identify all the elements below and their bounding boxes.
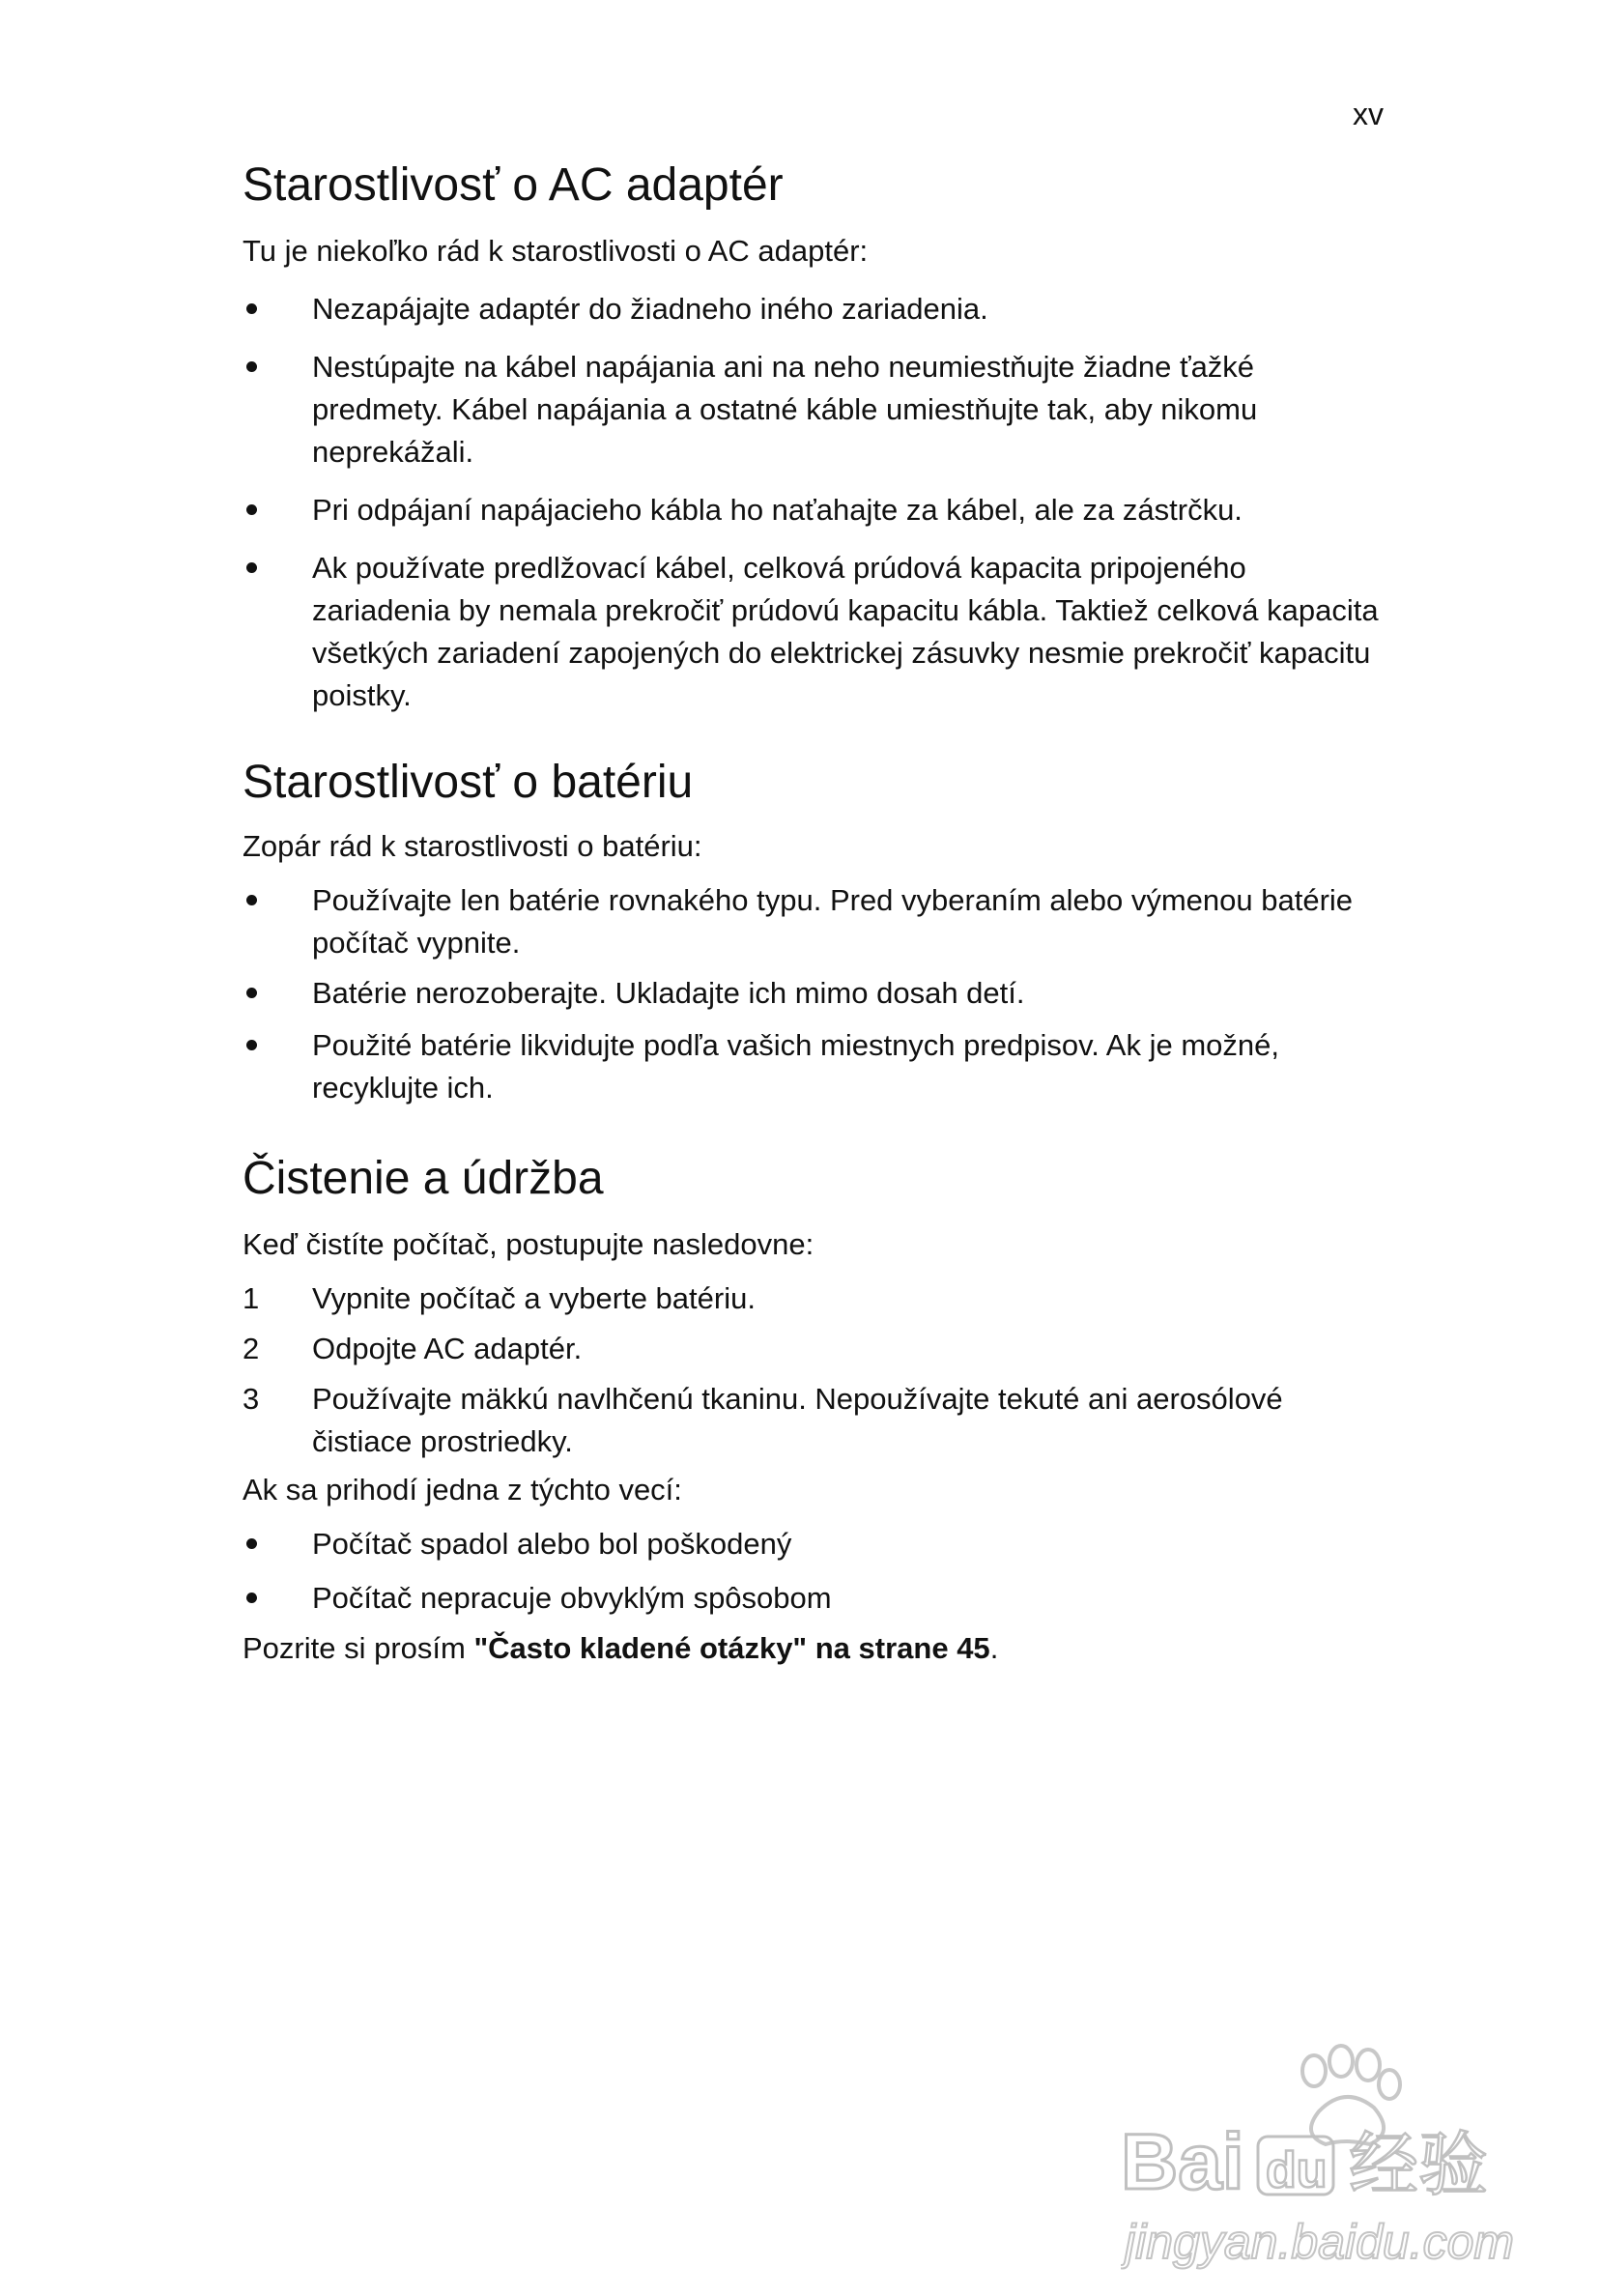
list-item: Ak používate predlžovací kábel, celková prúdová kapacita pripojeného zariadenia by nemala prekročiť prúdovú kapacitu kábla. Taktiež celková kapacita všetkých zariadení zapojených do elektrickej zásuvky nesmie prekročiť kapacitu poistky. <box>243 547 1383 717</box>
list-item: Nestúpajte na kábel napájania ani na neho neumiestňujte žiadne ťažké predmety. Kábel napájania a ostatné káble umiestňujte tak, aby nikomu neprekážali. <box>243 346 1383 474</box>
intro-cleaning: Keď čistíte počítač, postupujte nasledovne: <box>243 1227 814 1261</box>
svg-text:jingyan.baidu.com: jingyan.baidu.com <box>1125 2215 1515 2269</box>
svg-text:经验: 经验 <box>1349 2124 1489 2205</box>
list-item: Použité batérie likvidujte podľa vašich miestnych predpisov. Ak je možné, recyklujte ich. <box>243 1024 1383 1109</box>
list-item: Batérie nerozoberajte. Ukladajte ich mimo dosah detí. <box>243 972 1383 1015</box>
numbered-step: 2 Odpojte AC adaptér. <box>243 1328 1383 1370</box>
list-item: Pri odpájaní napájacieho kábla ho naťahajte za kábel, ale za zástrčku. <box>243 489 1383 531</box>
intro-ac-adapter: Tu je niekoľko rád k starostlivosti o AC adaptér: <box>243 234 869 268</box>
list-item: Nezapájajte adaptér do žiadneho iného zariadenia. <box>243 288 1383 330</box>
intro-battery: Zopár rád k starostlivosti o batériu: <box>243 829 702 863</box>
intro-cleaning-2: Ak sa prihodí jedna z týchto vecí: <box>243 1473 682 1507</box>
numbered-step: 1 Vypnite počítač a vyberte batériu. <box>243 1277 1383 1320</box>
list-item: Počítač nepracuje obvyklým spôsobom <box>243 1577 1383 1620</box>
list-item: Používajte len batérie rovnakého typu. Pred vyberaním alebo výmenou batérie počítač vypnite. <box>243 879 1383 964</box>
baidu-watermark-logo <box>1121 2044 1527 2276</box>
step-number: 2 <box>243 1332 260 1365</box>
footer-note: Pozrite si prosím "Často kladené otázky" na strane 45. <box>243 1631 999 1665</box>
step-number: 1 <box>243 1281 260 1315</box>
faq-reference-link[interactable]: "Často kladené otázky" na strane 45 <box>473 1631 990 1665</box>
heading-cleaning: Čistenie a údržba <box>243 1153 604 1204</box>
numbered-step: 3 Používajte mäkkú navlhčenú tkaninu. Nepoužívajte tekuté ani aerosólové čistiace prostriedky. <box>243 1378 1383 1463</box>
list-item: Počítač spadol alebo bol poškodený <box>243 1523 1383 1565</box>
heading-ac-adapter: Starostlivosť o AC adaptér <box>243 159 784 211</box>
step-number: 3 <box>243 1382 260 1416</box>
svg-text:Bai: Bai <box>1121 2118 1244 2206</box>
svg-text:du: du <box>1266 2142 1328 2198</box>
page-number: xv <box>1353 97 1384 131</box>
heading-battery: Starostlivosť o batériu <box>243 757 694 808</box>
